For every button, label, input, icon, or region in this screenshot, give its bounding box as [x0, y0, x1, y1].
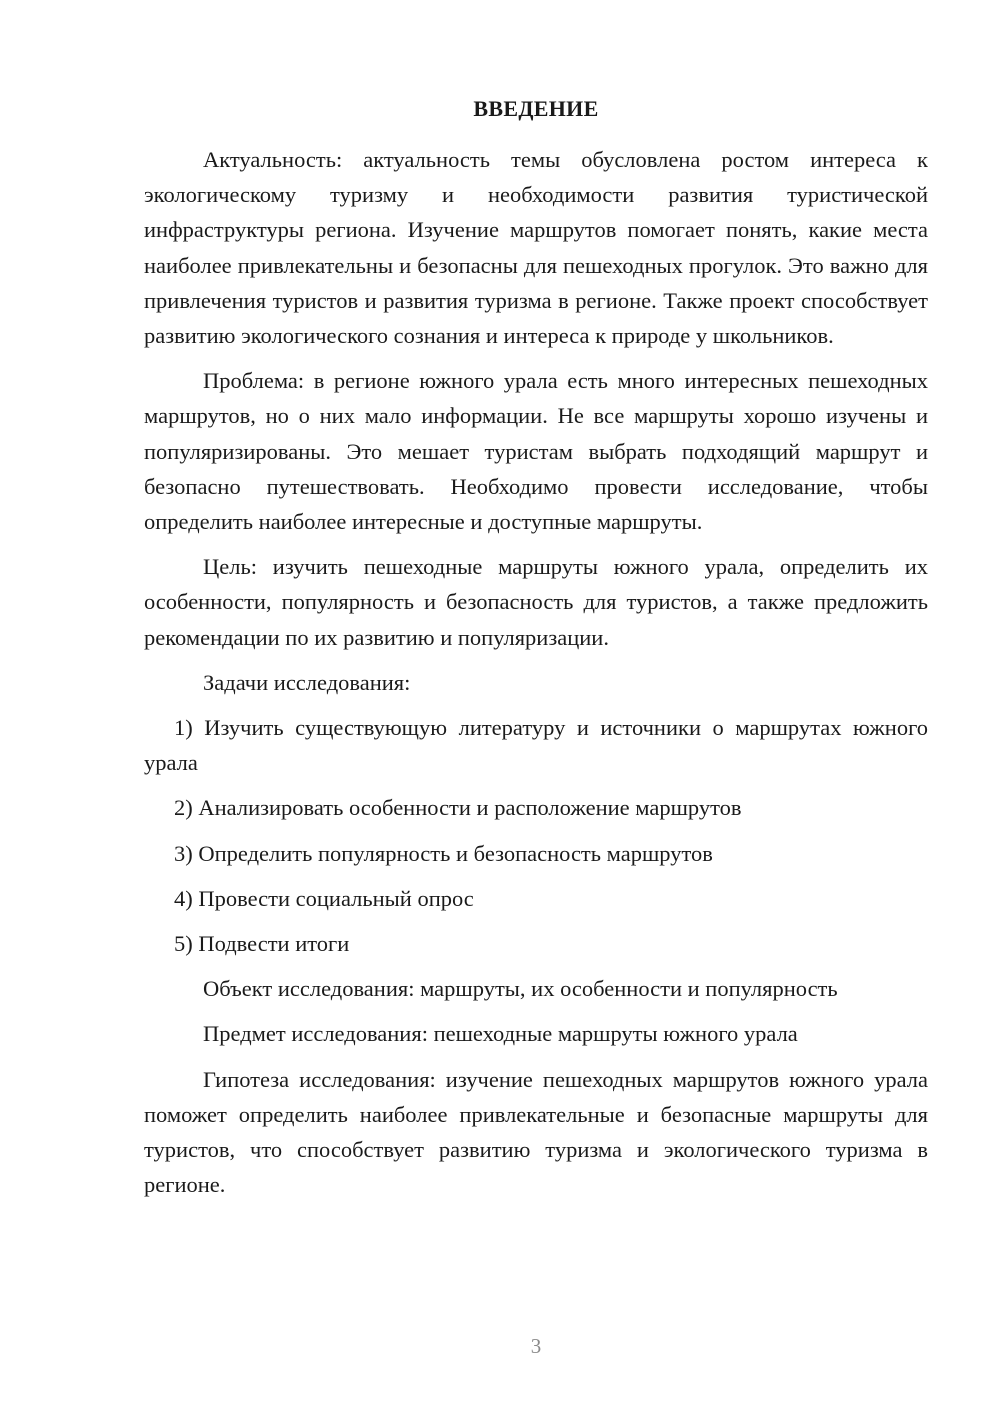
problem-paragraph: Проблема: в регионе южного урала есть много интересных пешеходных маршрутов, но о них мало информации. Не все маршруты хорошо изучены и популяризированы. Это мешает туристам выбрать подходящий маршрут и безопасно путешествовать. Необходимо провести исследование, чтобы определить наиболее интересные и доступные маршруты.: [144, 368, 928, 535]
task-item: 2) Анализировать особенности и расположение маршрутов: [174, 795, 742, 821]
page-number: 3: [530, 1334, 542, 1358]
task-item: 3) Определить популярность и безопасность маршрутов: [174, 840, 713, 866]
object-paragraph: Объект исследования: маршруты, их особенности и популярность: [203, 976, 838, 1002]
relevance-paragraph: Актуальность: актуальность темы обусловлена ростом интереса к экологическому туризму и необходимости развития туристической инфраструктуры региона. Изучение маршрутов помогает понять, какие места наиболее привлекательны и безопасны для пешеходных прогулок. Это важно для привлечения туристов и развития туризма в регионе. Также проект способствует развитию экологического сознания и интереса к природе у школьников.: [144, 147, 928, 349]
subject-paragraph: Предмет исследования: пешеходные маршруты южного урала: [203, 1021, 798, 1047]
page-title: ВВЕДЕНИЕ: [473, 96, 599, 121]
task-item: 5) Подвести итоги: [174, 931, 350, 957]
hypothesis-paragraph: Гипотеза исследования: изучение пешеходных маршрутов южного урала поможет определить наиболее привлекательные и безопасные маршруты для туристов, что способствует развитию туризма и экологического туризма в регионе.: [144, 1066, 928, 1198]
task-item: 1) Изучить существующую литературу и источники о маршрутах южного урала: [144, 715, 928, 776]
tasks-heading: Задачи исследования:: [203, 669, 411, 695]
goal-paragraph: Цель: изучить пешеходные маршруты южного урала, определить их особенности, популярность и безопасность для туристов, а также предложить рекомендации по их развитию и популяризации.: [144, 554, 928, 650]
task-item: 4) Провести социальный опрос: [174, 885, 474, 911]
document-body: [144, 142, 928, 1212]
